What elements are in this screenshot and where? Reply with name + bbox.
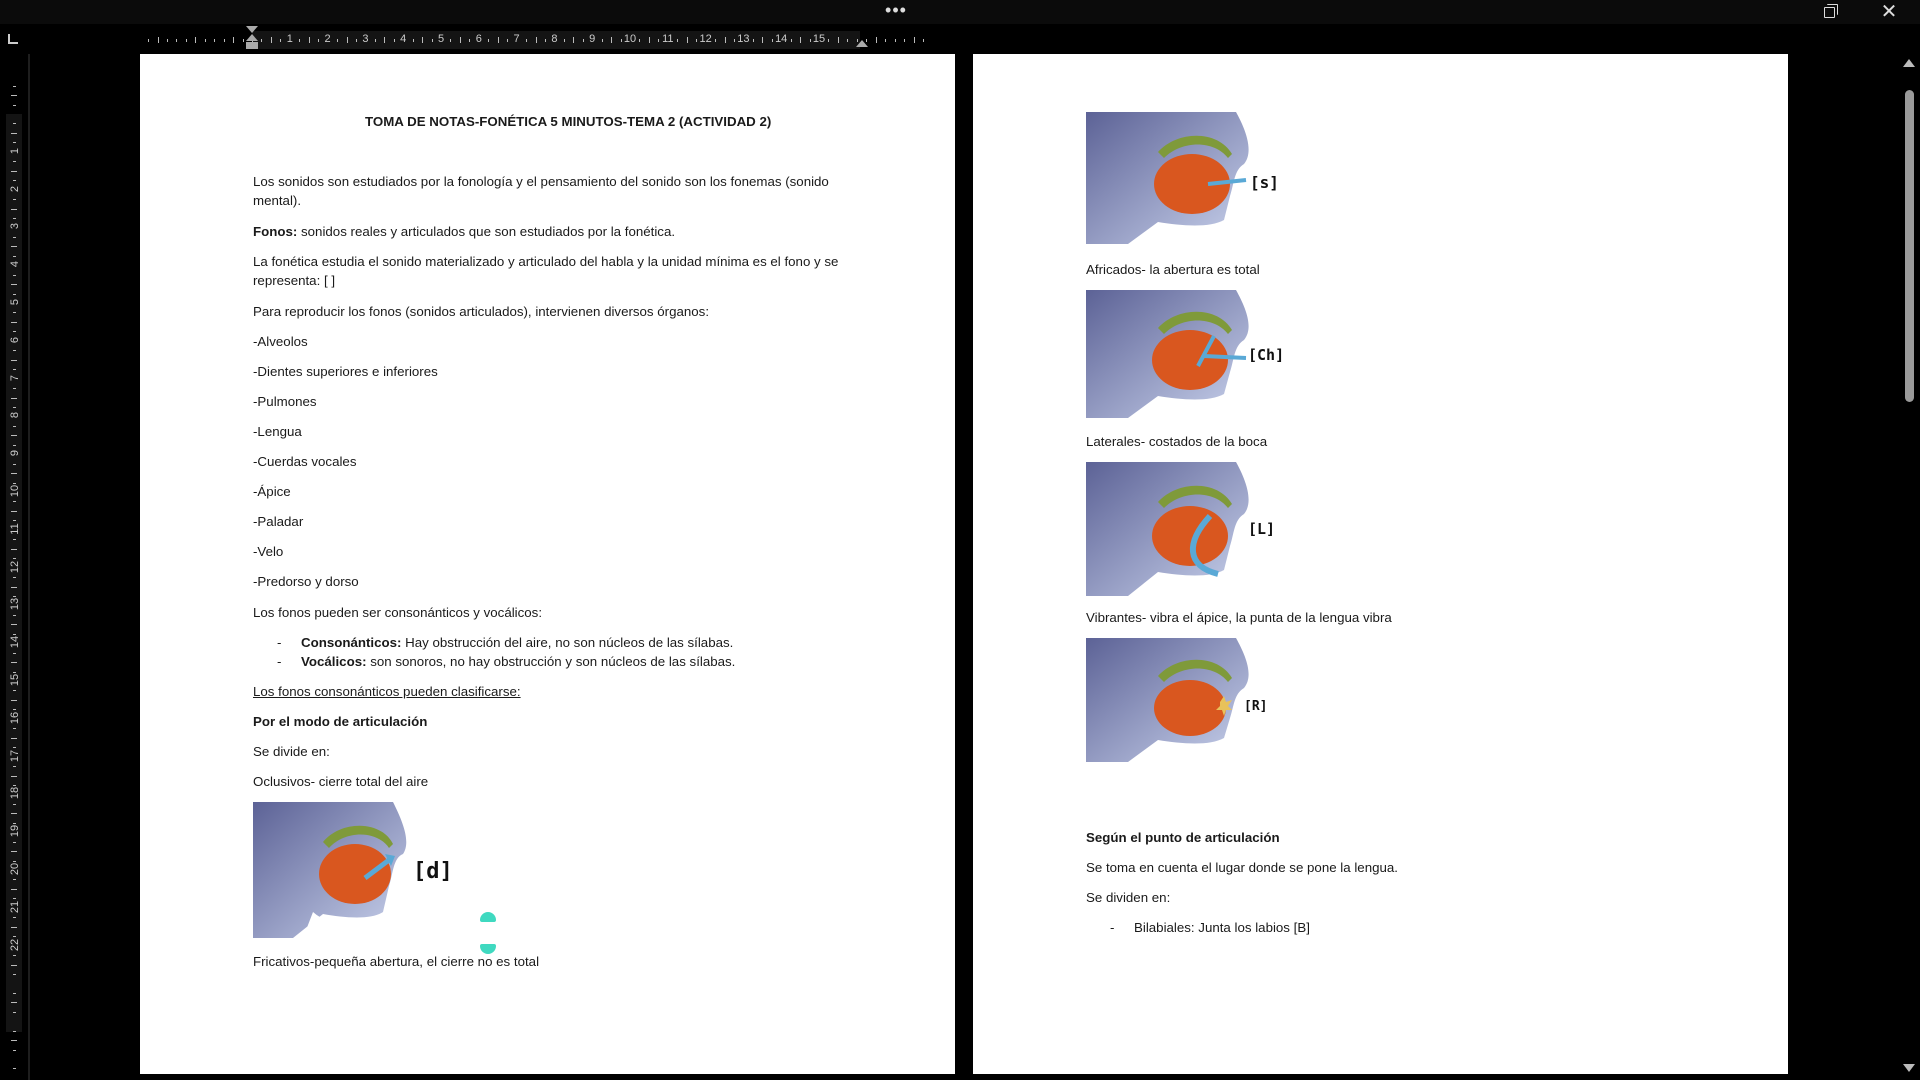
ruler-tick <box>828 39 829 42</box>
fonos-text: sonidos reales y articulados que son estudiados por la fonética. <box>297 224 676 239</box>
left-indent-marker[interactable] <box>246 34 258 50</box>
ruler-tick <box>233 37 234 43</box>
vertical-ruler-tick <box>13 558 16 559</box>
vertical-ruler-tick <box>13 861 16 862</box>
vertical-ruler-tick <box>13 123 16 124</box>
ruler-tick <box>469 39 470 42</box>
vertical-ruler-tick <box>11 360 17 361</box>
ruler-tick <box>895 39 896 42</box>
vertical-ruler-tick <box>13 842 16 843</box>
document-page-2[interactable] <box>973 54 1788 1074</box>
ruler-tick <box>498 37 499 43</box>
ruler-tick <box>299 39 300 42</box>
ruler-tick <box>611 37 612 43</box>
vocalicos-label: Vocálicos: <box>301 654 367 669</box>
vertical-ruler-tick <box>13 237 16 238</box>
vertical-ruler-tick <box>13 388 16 389</box>
title-bar <box>0 0 1920 24</box>
ruler-tick <box>621 39 622 42</box>
vertical-ruler-tick <box>13 823 16 824</box>
vertical-scrollbar[interactable] <box>1898 54 1920 1080</box>
paragraph-fonetica-line2: representa: [ ] <box>253 273 336 288</box>
ruler-tick <box>176 39 177 42</box>
vertical-ruler-tick <box>13 520 16 521</box>
ruler-tick <box>847 39 848 42</box>
vertical-ruler-tick <box>13 1068 16 1069</box>
horizontal-ruler[interactable] <box>0 24 1920 54</box>
vertical-ruler-tick <box>13 105 16 106</box>
ruler-tick <box>602 39 603 42</box>
ruler-tick <box>432 39 433 42</box>
ruler-tick <box>772 39 773 42</box>
vertical-ruler-number: 18 <box>9 787 21 800</box>
ruler-tick <box>687 37 688 43</box>
ruler-tick <box>224 39 225 42</box>
paragraph-africados: Africados- la abertura es total <box>1086 262 1260 277</box>
vertical-ruler-tick <box>13 312 16 313</box>
ruler-tick <box>725 37 726 43</box>
consonanticos-text: Hay obstrucción del aire, no son núcleos de las sílabas. <box>401 635 734 650</box>
vertical-ruler-tick <box>13 728 16 729</box>
ruler-tick <box>347 37 348 43</box>
vertical-ruler-tick <box>11 209 17 210</box>
first-line-indent-marker[interactable] <box>246 26 258 33</box>
paragraph-laterales: Laterales- costados de la boca <box>1086 434 1268 449</box>
ruler-tick <box>488 39 489 42</box>
vertical-ruler-tick <box>13 483 16 484</box>
vertical-ruler-tick <box>13 1050 16 1051</box>
vertical-ruler-tick <box>11 246 17 247</box>
ruler-tick <box>885 39 886 42</box>
ruler-number: 5 <box>437 33 445 45</box>
ruler-tick <box>394 39 395 42</box>
ruler-tick <box>261 39 262 42</box>
vertical-ruler-tick <box>11 1040 17 1041</box>
vertical-ruler-number: 6 <box>9 336 21 343</box>
vertical-ruler-number: 4 <box>9 261 21 268</box>
ruler-tick <box>195 37 196 43</box>
vertical-ruler-tick <box>11 927 17 928</box>
vertical-ruler-tick <box>13 993 16 994</box>
ruler-number: 15 <box>812 33 826 45</box>
vertical-ruler-tick <box>13 1012 16 1013</box>
ruler-tick <box>148 39 149 42</box>
more-options-icon[interactable]: ••• <box>885 0 907 20</box>
vertical-ruler-number: 8 <box>9 412 21 419</box>
vertical-ruler-number: 5 <box>9 298 21 306</box>
organ-list-item: -Lengua <box>253 424 302 439</box>
ruler-tick <box>280 39 281 42</box>
organ-list-item: -Dientes superiores e inferiores <box>253 364 438 379</box>
ruler-tick <box>158 37 159 43</box>
vertical-ruler-tick <box>11 624 17 625</box>
vertical-ruler[interactable] <box>0 54 28 1080</box>
ruler-tick <box>734 39 735 42</box>
vertical-ruler-tick <box>13 501 16 502</box>
ruler-number: 1 <box>286 33 293 45</box>
vertical-ruler-number: 1 <box>9 147 21 154</box>
paragraph-organos: Para reproducir los fonos (sonidos articulados), intervienen diversos órganos: <box>253 304 710 319</box>
vertical-ruler-tick <box>13 464 16 465</box>
close-icon: ✕ <box>1880 1 1898 23</box>
vertical-ruler-number: 3 <box>9 223 21 230</box>
scroll-up-icon[interactable] <box>1903 59 1915 67</box>
vertical-ruler-tick <box>13 1031 16 1032</box>
illustration-fricativo-s[interactable] <box>1086 112 1278 244</box>
heading-clasificacion: Los fonos consonánticos pueden clasificarse: <box>253 684 521 699</box>
vertical-ruler-tick <box>11 662 17 663</box>
bullet-bilabiales: Bilabiales: Junta los labios [B] <box>1134 920 1310 935</box>
ruler-tick <box>356 39 357 42</box>
vertical-ruler-tick <box>13 936 16 937</box>
scrollbar-thumb[interactable] <box>1905 90 1914 402</box>
phoneme-label-ch: [Ch] <box>1248 346 1285 364</box>
ruler-tick <box>384 37 385 43</box>
ruler-tick <box>800 37 801 43</box>
ruler-number: 9 <box>589 33 596 45</box>
vertical-ruler-tick <box>11 133 17 134</box>
vertical-ruler-number: 9 <box>9 450 21 457</box>
vertical-ruler-tick <box>13 785 16 786</box>
ruler-number: 2 <box>324 33 331 45</box>
ruler-tick <box>271 37 272 43</box>
vertical-ruler-tick <box>11 95 17 96</box>
organ-list-item: -Paladar <box>253 514 304 529</box>
paragraph-fonetica-line1: La fonética estudia el sonido materializado y articulado del habla y la unidad mínima es el fono y se <box>253 254 839 269</box>
vertical-ruler-tick <box>13 180 16 181</box>
ruler-tick <box>413 39 414 42</box>
ruler-tick <box>450 39 451 42</box>
paragraph-oclusivos: Oclusivos- cierre total del aire <box>253 774 429 789</box>
vertical-ruler-tick <box>13 974 16 975</box>
vertical-ruler-tick <box>13 350 16 351</box>
ruler-tick <box>167 39 168 42</box>
paragraph-lugar: Se toma en cuenta el lugar donde se pone la lengua. <box>1086 860 1398 875</box>
vertical-ruler-number: 14 <box>9 636 21 649</box>
ruler-tick <box>914 37 915 43</box>
ruler-tick <box>243 39 244 42</box>
ruler-number: 13 <box>737 33 750 45</box>
vertical-ruler-tick <box>13 596 16 597</box>
vertical-ruler-tick <box>11 738 17 739</box>
close-window-button[interactable] <box>1866 0 1912 24</box>
bullet-marker: - <box>277 654 282 669</box>
vertical-ruler-number: 22 <box>9 938 21 951</box>
vertical-ruler-tick <box>11 473 17 474</box>
ruler-tick <box>375 39 376 42</box>
ruler-tick <box>214 39 215 42</box>
vertical-ruler-tick <box>11 889 17 890</box>
tab-selector-icon[interactable] <box>8 34 18 44</box>
vertical-ruler-tick <box>13 898 16 899</box>
ruler-tick <box>810 39 811 42</box>
heading-modo-articulacion: Por el modo de articulación <box>253 714 428 729</box>
ruler-tick <box>876 37 877 43</box>
bullet-vocalicos <box>301 652 735 671</box>
vertical-ruler-tick <box>13 275 16 276</box>
vertical-ruler-tick <box>13 199 16 200</box>
organ-list-item: -Velo <box>253 544 284 559</box>
ruler-number: 4 <box>400 33 407 45</box>
mouth-diagram-ch <box>1086 290 1286 418</box>
document-title: TOMA DE NOTAS-FONÉTICA 5 MINUTOS-TEMA 2 (ACTIVIDAD 2) <box>365 114 772 129</box>
image-resize-handle-top[interactable] <box>480 912 496 922</box>
ruler-tick <box>526 39 527 42</box>
vertical-ruler-tick <box>13 86 16 87</box>
ruler-separator <box>28 54 30 1080</box>
ruler-tick <box>309 37 310 43</box>
vertical-ruler-number: 21 <box>9 900 21 913</box>
ruler-number: 14 <box>775 33 788 45</box>
vertical-ruler-tick <box>11 284 17 285</box>
vertical-ruler-tick <box>13 615 16 616</box>
vertical-ruler-tick <box>11 171 17 172</box>
mouth-diagram-l <box>1086 462 1286 596</box>
vertical-ruler-tick <box>13 747 16 748</box>
ruler-tick <box>186 39 187 42</box>
ruler-tick <box>904 39 905 42</box>
vertical-ruler-tick <box>13 804 16 805</box>
vertical-ruler-tick <box>11 700 17 701</box>
paragraph-se-dividen: Se dividen en: <box>1086 890 1171 905</box>
vertical-ruler-tick <box>13 445 16 446</box>
vertical-ruler-tick <box>13 634 16 635</box>
organ-list-item: -Cuerdas vocales <box>253 454 357 469</box>
ruler-tick <box>715 39 716 42</box>
phoneme-label-r: [R] <box>1244 699 1268 714</box>
vertical-ruler-tick <box>11 398 17 399</box>
vertical-ruler-tick <box>13 161 16 162</box>
vertical-ruler-number: 12 <box>9 560 21 573</box>
ruler-tick <box>649 37 650 43</box>
ruler-tick <box>573 37 574 43</box>
vertical-ruler-tick <box>11 776 17 777</box>
ruler-tick <box>923 39 924 42</box>
ruler-tick <box>318 39 319 42</box>
restore-icon <box>1824 7 1835 18</box>
vertical-ruler-tick <box>11 813 17 814</box>
ruler-tick <box>639 39 640 42</box>
ruler-number: 3 <box>362 33 369 45</box>
ruler-tick <box>536 37 537 43</box>
vertical-ruler-tick <box>13 917 16 918</box>
bullet-marker: - <box>1110 920 1115 935</box>
ruler-number: 7 <box>513 33 520 45</box>
ruler-tick <box>753 39 754 42</box>
right-indent-marker[interactable] <box>856 40 868 47</box>
vertical-ruler-tick <box>13 331 16 332</box>
vertical-ruler-number: 17 <box>9 749 21 762</box>
consonanticos-label: Consonánticos: <box>301 635 402 650</box>
vertical-ruler-number: 15 <box>9 673 21 687</box>
paragraph-fonos <box>253 222 675 241</box>
vertical-ruler-number: 2 <box>9 185 21 192</box>
vertical-ruler-number: 10 <box>9 484 21 498</box>
vertical-ruler-tick <box>11 511 17 512</box>
ruler-number: 8 <box>551 33 558 45</box>
vertical-ruler-tick <box>13 407 16 408</box>
vertical-ruler-tick <box>11 851 17 852</box>
ruler-tick <box>677 39 678 42</box>
phoneme-label-l: [L] <box>1248 520 1276 538</box>
scroll-down-icon[interactable] <box>1903 1064 1915 1072</box>
vertical-ruler-tick <box>11 1002 17 1003</box>
organ-list-item: -Alveolos <box>253 334 308 349</box>
vertical-ruler-number: 13 <box>9 598 21 611</box>
vertical-ruler-tick <box>13 955 16 956</box>
bullet-consonanticos <box>301 633 733 652</box>
organ-list-item: -Predorso y dorso <box>253 574 359 589</box>
ruler-tick <box>545 39 546 42</box>
vertical-ruler-tick <box>13 426 16 427</box>
ruler-tick <box>205 39 206 42</box>
document-page-1[interactable] <box>140 54 955 1074</box>
vocalicos-text: son sonoros, no hay obstrucción y son núcleos de las sílabas. <box>366 654 736 669</box>
ruler-tick <box>337 39 338 42</box>
vertical-ruler-number: 20 <box>9 862 21 876</box>
ruler-number: 12 <box>699 33 712 45</box>
ruler-tick <box>838 37 839 43</box>
heading-punto-articulacion: Según el punto de articulación <box>1086 830 1280 845</box>
vertical-ruler-tick <box>13 539 16 540</box>
ruler-tick <box>696 39 697 42</box>
illustration-oclusivo-d[interactable] <box>253 802 453 938</box>
phoneme-label-s: [s] <box>1250 173 1279 192</box>
paragraph-intro-line1: Los sonidos son estudiados por la fonología y el pensamiento del sonido son los fonemas (sonido <box>253 174 829 189</box>
vertical-ruler-tick <box>13 577 16 578</box>
vertical-ruler-number: 7 <box>9 374 21 381</box>
vertical-ruler-number: 16 <box>9 711 21 724</box>
vertical-ruler-tick <box>11 435 17 436</box>
vertical-ruler-tick <box>13 709 16 710</box>
restore-window-button[interactable] <box>1806 0 1852 24</box>
phoneme-label-d: [d] <box>413 859 453 884</box>
vertical-ruler-tick <box>13 879 16 880</box>
organ-list-item: -Pulmones <box>253 394 317 409</box>
paragraph-se-divide: Se divide en: <box>253 744 330 759</box>
paragraph-vibrantes: Vibrantes- vibra el ápice, la punta de la lengua vibra <box>1086 610 1392 625</box>
organ-list-item: -Ápice <box>253 484 291 499</box>
ruler-tick <box>791 39 792 42</box>
vertical-ruler-tick <box>13 672 16 673</box>
vertical-ruler-number: 11 <box>9 523 21 535</box>
ruler-number: 10 <box>623 33 637 45</box>
vertical-ruler-tick <box>13 766 16 767</box>
bullet-marker: - <box>277 635 282 650</box>
ruler-tick <box>564 39 565 42</box>
illustration-africado-ch[interactable] <box>1086 290 1286 418</box>
mouth-diagram-s <box>1086 112 1278 244</box>
vertical-ruler-tick <box>13 142 16 143</box>
vertical-ruler-tick <box>11 965 17 966</box>
vertical-ruler-tick <box>13 294 16 295</box>
paragraph-tipos: Los fonos pueden ser consonánticos y vocálicos: <box>253 605 543 620</box>
illustration-lateral-l[interactable] <box>1086 462 1286 596</box>
mouth-diagram-d <box>253 802 453 938</box>
vertical-ruler-tick <box>11 549 17 550</box>
fonos-label: Fonos: <box>253 224 298 239</box>
ruler-number: 11 <box>662 33 674 45</box>
ruler-tick <box>583 39 584 42</box>
ruler-tick <box>507 39 508 42</box>
vertical-ruler-tick <box>13 256 16 257</box>
paragraph-fricativos: Fricativos-pequeña abertura, el cierre no es total <box>253 954 540 969</box>
ruler-tick <box>422 37 423 43</box>
ruler-tick <box>762 37 763 43</box>
vertical-ruler-tick <box>13 653 16 654</box>
ruler-number: 6 <box>475 33 482 45</box>
ruler-tick <box>658 39 659 42</box>
ruler-tick <box>460 37 461 43</box>
vertical-ruler-tick <box>13 369 16 370</box>
vertical-ruler-number: 19 <box>9 825 21 838</box>
vertical-ruler-tick <box>11 587 17 588</box>
vertical-ruler-tick <box>11 322 17 323</box>
vertical-ruler-tick <box>13 218 16 219</box>
illustration-vibrante-r[interactable] <box>1086 638 1270 762</box>
vertical-ruler-tick <box>13 690 16 691</box>
mouth-diagram-r <box>1086 638 1270 762</box>
paragraph-intro-line2: mental). <box>253 193 302 208</box>
